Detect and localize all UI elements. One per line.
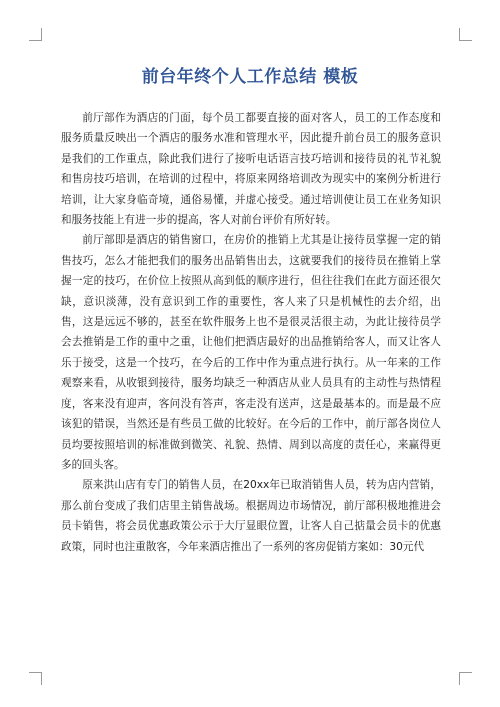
paragraph-membership: 原来洪山店有专门的销售人员，在20xx年已取消销售人员，转为店内营销，那么前台变成了我们店里主销售战场。根据周边市场情况，前厅部积极地推进会员卡销售，将会员优惠政策公示于大厅显眼位置，让客人自己掂量会员卡的优惠政策，同时也注重散客，今年来酒店推出了一系列的客房促销方案如：30元代 xyxy=(61,479,441,553)
crop-mark-bottom-right xyxy=(459,672,472,685)
crop-mark-top-left xyxy=(29,28,42,41)
document-title: 前台年终个人工作总结 模板 xyxy=(141,67,359,87)
crop-mark-top-right xyxy=(459,28,472,41)
crop-mark-bottom-left xyxy=(29,672,42,685)
document-body xyxy=(61,108,441,557)
paragraph-training: 前厅部作为酒店的门面，每个员工都要直接的面对客人，员工的工作态度和服务质量反映出一个酒店的服务水准和管理水平，因此提升前台员工的服务意识是我们的工作重点，除此我们进行了接听电话语言技巧培训和接待员的礼节礼貌和售房技巧培训，在培训的过程中，将原来网络培训改为现实中的案例分析进行培训，让大家身临奇境，通俗易懂，并虚心接受。通过培训使让员工在业务知识和服务技能上有进一步的提高，客人对前台评价有所好转。 xyxy=(61,112,441,227)
paragraph-sales-window: 前厅部即是酒店的销售窗口，在房价的推销上尤其是让接待员掌握一定的销售技巧，怎么才能把我们的服务出品销售出去，这就要我们的接待员在推销上掌握一定的技巧，在价位上按照从高到低的顺序进行，但往往我们在此方面还很欠缺，意识淡薄，没有意识到工作的重要性，客人来了只是机械性的去介绍，出售，这是远远不够的，甚至在软件服务上也不是很灵活很主动，为此让接待员学会去推销是工作的重中之重，让他们把酒店最好的出品推销给客人，而又让客人乐于接受，这是一个技巧，在今后的工作中作为重点进行执行。从一年来的工作观察来看，从收银到接待，服务均缺乏一种酒店从业人员具有的主动性与热情程度，客来没有迎声，客问没有答声，客走没有送声，这是最基本的。而是最不应该犯的错误，当然还是有些员工做的比较好。在今后的工作中，前厅部各岗位人员均要按照培训的标准做到微笑、礼貌、热情、周到以高度的责任心，来赢得更多的回头客。 xyxy=(61,234,441,471)
